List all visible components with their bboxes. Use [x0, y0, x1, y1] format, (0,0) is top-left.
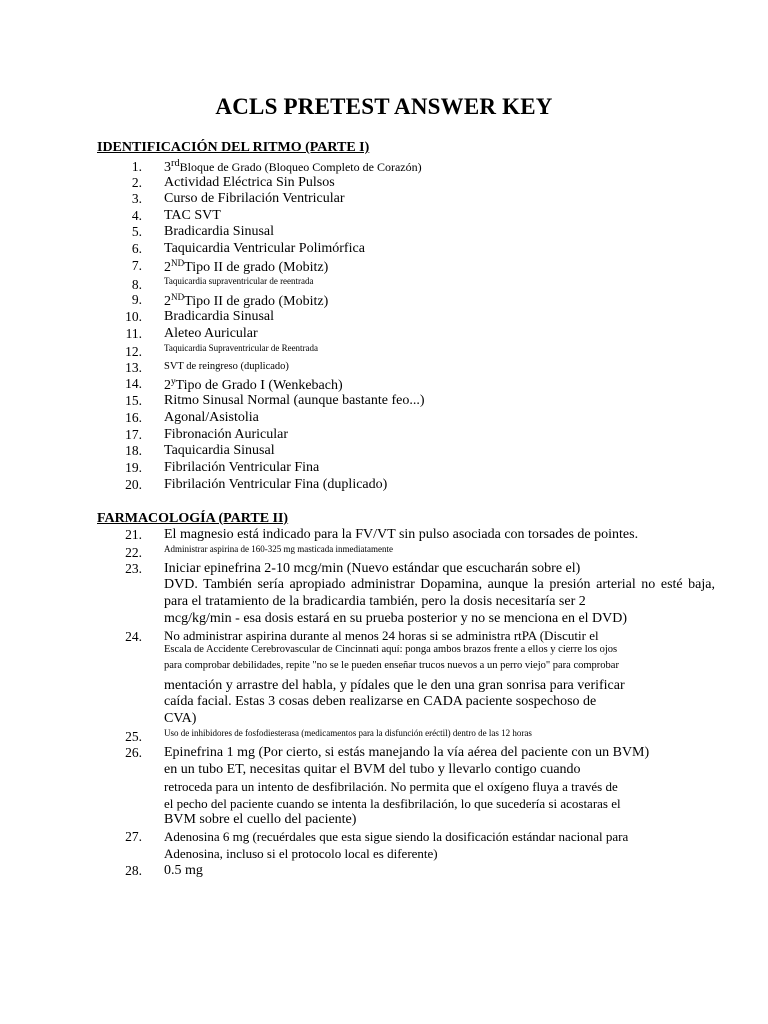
item-text: Aleteo Auricular [164, 326, 258, 341]
item-number: 3. [131, 191, 142, 206]
item-text: 0.5 mg [164, 863, 203, 878]
item-text-line: mentación y arrastre del habla, y pídales que le den una gran sonrisa para verificar [164, 678, 625, 693]
item-text-line: Adenosina, incluso si el protocolo local es diferente) [164, 846, 438, 861]
item-ordinal-suffix: ND [171, 292, 185, 302]
item-text: Bradicardia Sinusal [164, 224, 275, 239]
section-heading-part-2: FARMACOLOGÍA (PARTE II) [97, 511, 289, 526]
item-text: Taquicardia Supraventricular de Reentrada [164, 343, 319, 353]
item-text-line: el pecho del paciente cuando se intenta la desfibrilación, lo que sucedería si acostaras el [164, 796, 621, 811]
item-text-line: caída facial. Estas 3 cosas deben realizarse en CADA paciente sospechoso de [164, 694, 597, 709]
item-text-line: BVM sobre el cuello del paciente) [164, 812, 357, 827]
item-text: Fibrilación Ventricular Fina [164, 460, 320, 475]
item-text: Actividad Eléctrica Sin Pulsos [164, 175, 335, 190]
item-number: 19. [125, 460, 142, 475]
item-number: 25. [125, 729, 142, 744]
item-number: 21. [125, 527, 142, 542]
item-number: 2. [131, 175, 142, 190]
item-text: Fibronación Auricular [164, 427, 289, 442]
item-text-line: mcg/kg/min - esa dosis estará en su prueba posterior y no se menciona en el DVD) [164, 611, 628, 626]
item-text-line: en un tubo ET, necesitas quitar el BVM del tubo y llevarlo contigo cuando [164, 762, 581, 777]
item-text: Taquicardia Sinusal [164, 443, 275, 458]
item-number: 12. [125, 344, 142, 359]
item-number: 11. [125, 326, 142, 341]
item-number: 26. [125, 745, 142, 760]
section-heading-part-1: IDENTIFICACIÓN DEL RITMO (PARTE I) [97, 140, 370, 155]
item-text: Fibrilación Ventricular Fina (duplicado) [164, 477, 388, 492]
item-text-line: DVD. También sería apropiado administrar Dopamina, aunque la presión arterial no esté baja, [164, 577, 715, 592]
item-ordinal: 3 [164, 160, 171, 175]
item-number: 27. [125, 829, 142, 844]
item-number: 20. [125, 477, 142, 492]
item-text: SVT de reingreso (duplicado) [164, 361, 289, 372]
item-ordinal: 2 [164, 294, 171, 309]
item-ordinal-suffix: rd [171, 158, 180, 169]
item-ordinal-suffix: y [171, 376, 176, 386]
item-number: 5. [131, 224, 142, 239]
item-number: 28. [125, 863, 142, 878]
item-text: Tipo II de grado (Mobitz) [184, 294, 329, 309]
item-text-line: retroceda para un intento de desfibrilación. No permita que el oxígeno fluya a través de [164, 779, 618, 794]
item-number: 16. [125, 410, 142, 425]
item-number: 23. [125, 561, 142, 576]
item-text: Administrar aspirina de 160-325 mg masticada inmediatamente [164, 544, 393, 554]
item-text-line: Escala de Accidente Cerebrovascular de Cincinnati aquí: ponga ambos brazos frente a ellos y cierre los ojos [164, 644, 618, 655]
item-text-line: Epinefrina 1 mg (Por cierto, si estás manejando la vía aérea del paciente con un BVM) [164, 745, 650, 760]
item-text-line: Adenosina 6 mg (recuérdales que esta sigue siendo la dosificación estándar nacional para [164, 829, 629, 844]
item-number: 10. [125, 309, 142, 324]
item-text: Tipo II de grado (Mobitz) [184, 260, 329, 275]
item-ordinal-suffix: ND [171, 258, 185, 268]
item-text: Taquicardia Ventricular Polimórfica [164, 241, 365, 256]
item-text: Curso de Fibrilación Ventricular [164, 191, 345, 206]
item-text: Tipo de Grado I (Wenkebach) [175, 378, 343, 393]
item-number: 17. [125, 427, 142, 442]
item-number: 7. [131, 258, 142, 273]
item-number: 18. [125, 443, 142, 458]
item-text-line: No administrar aspirina durante al menos 24 horas si se administra rtPA (Discutir el [164, 628, 599, 643]
item-text: Agonal/Asistolia [164, 410, 259, 425]
item-number: 14. [125, 376, 142, 391]
item-number: 6. [131, 241, 142, 256]
page-title: ACLS PRETEST ANSWER KEY [215, 94, 553, 119]
item-ordinal: 2 [164, 378, 171, 393]
item-number: 8. [131, 277, 142, 292]
item-text-line: CVA) [164, 711, 197, 726]
item-number: 4. [131, 208, 142, 223]
item-text-line: Iniciar epinefrina 2-10 mcg/min (Nuevo estándar que escucharán sobre el) [164, 561, 581, 576]
item-text-line: para el tratamiento de la bradicardia también, pero la dosis necesitaría ser 2 [164, 594, 586, 609]
item-number: 22. [125, 545, 142, 560]
item-text: Bloque de Grado (Bloqueo Completo de Corazón) [179, 160, 422, 174]
item-ordinal: 2 [164, 260, 171, 275]
item-number: 24. [125, 629, 142, 644]
item-text: Bradicardia Sinusal [164, 309, 275, 324]
item-text-line: para comprobar debilidades, repite "no se le pueden enseñar trucos nuevos a un perro viejo" para comprobar [164, 660, 619, 671]
item-number: 1. [131, 159, 142, 174]
item-text: Ritmo Sinusal Normal (aunque bastante feo...) [164, 393, 425, 408]
item-text: Uso de inhibidores de fosfodiesterasa (medicamentos para la disfunción eréctil) dentro de las 12 horas [164, 728, 532, 738]
item-text: El magnesio está indicado para la FV/VT sin pulso asociada con torsades de pointes. [164, 527, 639, 542]
item-number: 15. [125, 393, 142, 408]
item-number: 13. [125, 360, 142, 375]
item-number: 9. [131, 292, 142, 307]
item-text: TAC SVT [164, 208, 221, 223]
item-text: Taquicardia supraventricular de reentrada [164, 276, 314, 286]
